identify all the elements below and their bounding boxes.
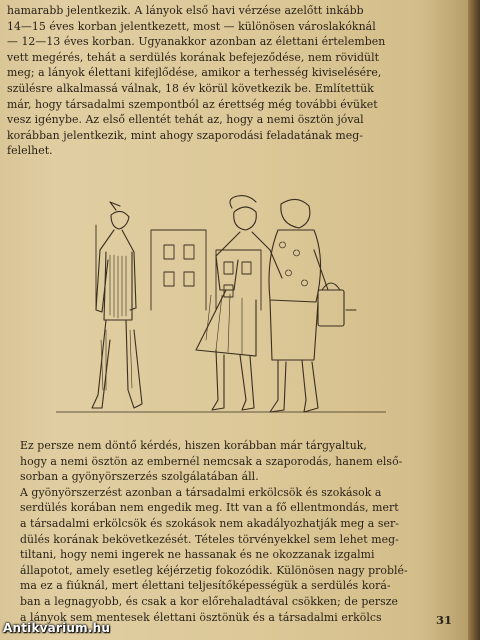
man-figure [92,202,142,408]
watermark-logo: Antikvarium.hu [3,621,111,635]
text-line: hogy a nemi ösztön az embernél nemcsak a szaporodás, hanem első- [20,454,403,468]
text-line: ma ez a fiúknál, mert élettani teljesítőképességük a serdülés korá- [20,579,391,593]
text-line: állapotot, amely esetleg kéjérzetig fokozódik. Különösen nagy problé- [20,563,408,577]
woman-figure-right [269,199,344,412]
text-line: már, hogy társadalmi szempontból az érettség még további évüket [7,97,378,111]
text-line: vett megérés, tehát a serdülés korának befejeződése, nem rövidült [7,50,380,64]
text-line: felelhet. [7,144,53,158]
page-number: 31 [436,613,453,627]
text-line: sorban a gyönyörszerzés szolgálatában áll. [20,470,259,484]
woman-figure-left [196,196,282,410]
illustration [56,190,386,422]
bottom-text [7,438,445,625]
text-line: A gyönyörszerzést azonban a társadalmi erkölcsök és szokások a [20,485,382,499]
text-line: serdülés korában nem engedik meg. Itt van a fő ellentmondás, mert [20,501,399,515]
text-line: a társadalmi erkölcsök és szokások nem akadályozhatják meg a ser- [20,516,399,530]
text-line: a lányok sem mentesek élettani ösztönük és a társadalmi erkölcs [20,610,382,624]
text-line: szülésre alkalmassá válnak, 18 év körül következik be. Említettük [7,81,374,95]
top-paragraph [7,3,445,159]
text-line: hamarabb jelentkezik. A lányok első havi vérzése azelőtt inkább [7,4,364,17]
book-edge [468,0,480,640]
text-line: meg; a lányok élettani kifejlődése, amikor a terhesség kiviselésére, [7,66,382,80]
text-line: — 12—13 éves korban. Ugyanakkor azonban az élettani értelemben [7,35,386,49]
text-line: 14—15 éves korban jelentkezett, most — különösen városlakóknál [7,19,376,33]
text-line: ban a legnagyobb, és csak a kor előrehaladtával csökken; de persze [20,594,399,608]
text-line: tiltani, hogy nemi ingerek ne hassanak és ne okozzanak izgalmi [20,548,375,562]
text-line: korábban jelentkezik, mint ahogy szaporodási feladatának meg- [7,128,363,142]
text-line: dülés korának bekövetkezését. Tételes törvényekkel sem lehet meg- [20,532,399,546]
text-line: vesz igénybe. Az első ellentét tehát az, hogy a nemi ösztön jóval [7,113,364,127]
text-line: Ez persze nem döntő kérdés, hiszen korábban már tárgyaltuk, [20,439,367,452]
